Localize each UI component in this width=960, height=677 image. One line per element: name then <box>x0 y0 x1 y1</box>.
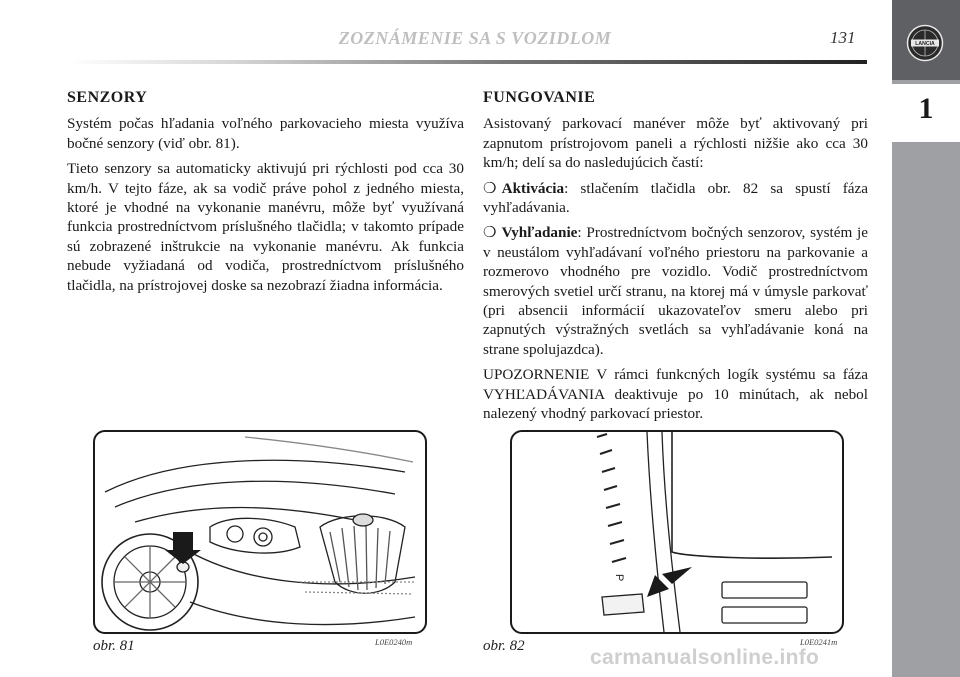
chapter-sidebar <box>892 0 960 677</box>
bullet-item-activation <box>483 179 868 218</box>
figure-dashboard-button <box>510 430 844 634</box>
bullet-term: Aktivácia <box>501 179 565 197</box>
figure-caption-81: obr. 81 <box>93 638 135 654</box>
bullet-item-search <box>483 223 868 359</box>
bullet-symbol: ❍ <box>483 179 497 197</box>
right-intro-paragraph: Asistovaný parkovací manéver môže byť aktivovaný pri zapnutom prístrojovom paneli a rýchlosti nižšie ako cca 30 km/h; delí sa do nasledujúcich častí: <box>483 115 868 172</box>
left-column <box>67 88 464 301</box>
svg-text:P: P <box>613 574 625 582</box>
figure-code-82: L0E0241m <box>800 637 838 647</box>
section-heading-sensors: SENZORY <box>67 89 148 106</box>
note-paragraph: UPOZORNENIE V rámci funkcných logík systému sa fáza VYHĽADÁVANIA deaktivuje po 10 minútach, ak nebol nalezený vhodný parkovací priestor. <box>483 366 868 423</box>
page-header-title: ZOZNÁMENIE SA S VOZIDLOM <box>338 28 612 48</box>
figure-caption-82: obr. 82 <box>483 638 525 654</box>
logo-box <box>892 0 960 80</box>
lancia-badge-icon <box>906 24 944 62</box>
left-paragraph-2: Tieto senzory sa automaticky aktivujú pri rýchlosti pod cca 30 km/h. V tejto fáze, ak sa vodič práve pohol z jedného miesta, ktoré je vhodné na vykonanie manévru, môže byť využívaná funkcia prostredníctvom príslušného tlačidla; v takomto prípade sú zobrazené inštrukcie na vykonanie manévru. Ak funkcia nebude vyžiadaná od vodiča, prostredníctvom príslušného tlačidla, na prístrojovej doske sa nezobrazí žiadna informácia. <box>67 160 464 294</box>
bullet-term: Vyhľadanie <box>501 224 578 242</box>
section-heading-operation: FUNGOVANIE <box>483 89 596 106</box>
bullet-text: : stlačením tlačidla obr. 82 sa spustí fáza vyhľadávania. <box>483 179 868 217</box>
bullet-symbol: ❍ <box>483 224 497 242</box>
dashboard-button-illustration <box>512 432 842 632</box>
right-column <box>483 88 868 430</box>
left-paragraph-1: Systém počas hľadania voľného parkovacieho miesta využíva bočné senzory (viď obr. 81). <box>67 115 464 152</box>
figure-code-81: L0E0240m <box>375 637 413 647</box>
figure-car-sensor <box>93 430 427 634</box>
page-number: 131 <box>830 28 856 47</box>
chapter-number: 1 <box>918 92 934 125</box>
bullet-text: : Prostredníctvom bočných senzorov, systém je v neustálom vyhľadávaní voľného priestoru na parkovanie a rozmerovo vhodného pre vozidlo. Vodič prostredníctvom smerových svetiel určí stranu, na ktorej má v úmysle parkovať (pri absencii informácií ukazovateľov smeru alebo pri zapnutých výstražných svetlách sa vyhľadávanie koná na strane spolujazdca). <box>483 224 868 358</box>
car-front-sensor-illustration <box>95 432 425 632</box>
header-rule <box>67 60 867 64</box>
logo-text: LANCIA <box>915 41 935 47</box>
watermark: carmanualsonline.info <box>590 646 820 669</box>
